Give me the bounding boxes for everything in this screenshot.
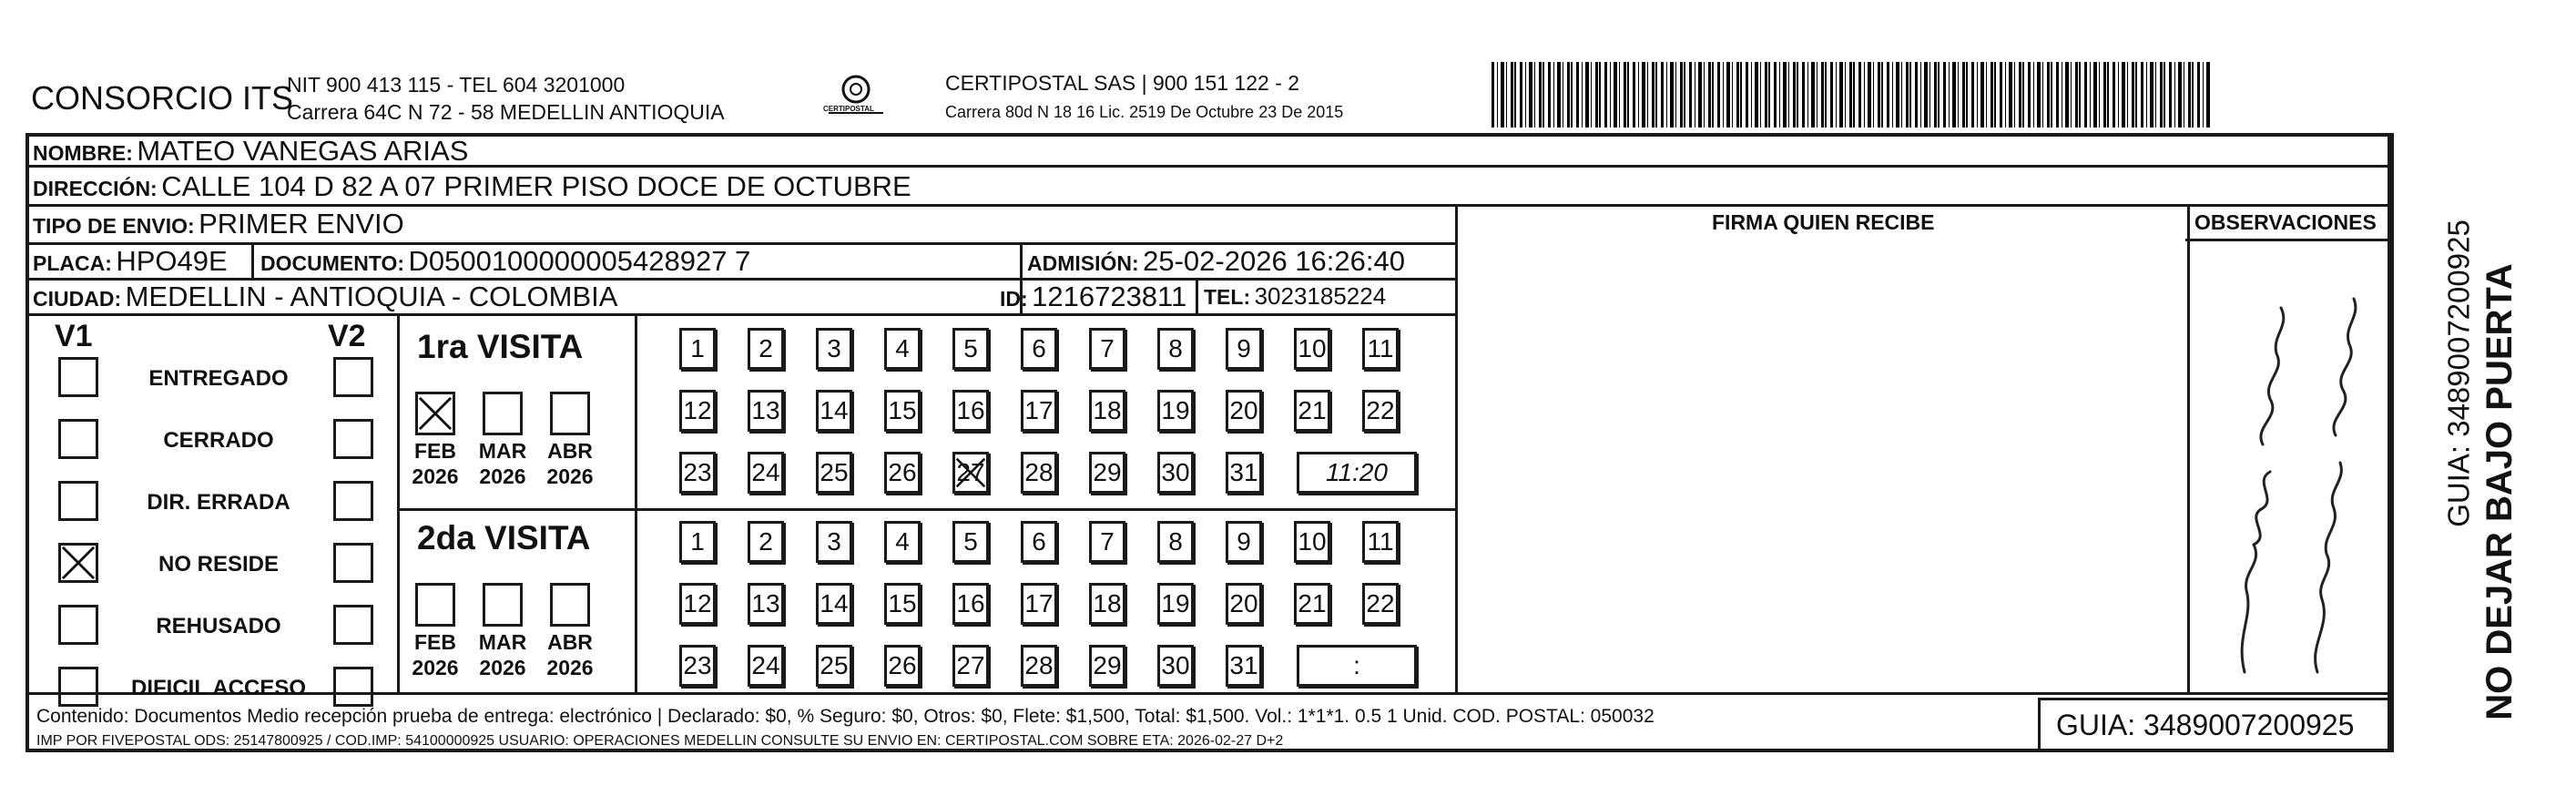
no-dejar-bajo-puerta: NO DEJAR BAJO PUERTA (2479, 263, 2520, 720)
barcode (1492, 62, 2211, 128)
day-box[interactable]: 16 (952, 583, 989, 625)
logo-text: CERTIPOSTAL (823, 105, 874, 113)
day-box[interactable]: 12 (679, 390, 716, 432)
tel-value: 3023185224 (1254, 282, 1387, 310)
month-checkbox[interactable] (550, 583, 590, 627)
day-box[interactable]: 30 (1157, 452, 1194, 494)
day-box[interactable]: 27 (952, 452, 989, 494)
month-label: ABR (547, 439, 593, 463)
day-box[interactable]: 12 (679, 583, 716, 625)
tel-row (1204, 284, 1386, 308)
placa-label: PLACA: (33, 251, 112, 275)
tipo-label: TIPO DE ENVIO: (33, 214, 195, 238)
status-option-label: REHUSADO (156, 614, 281, 638)
status-option-label: ENTREGADO (148, 366, 289, 391)
day-box[interactable]: 22 (1362, 583, 1399, 625)
day-box[interactable]: 6 (1021, 521, 1057, 563)
time-box[interactable]: 11:20 (1297, 452, 1417, 494)
day-box[interactable]: 4 (884, 328, 921, 370)
day-box[interactable]: 15 (884, 390, 921, 432)
v2-checkbox[interactable] (333, 543, 373, 583)
handwritten-observation (2190, 244, 2390, 692)
nombre-label: NOMBRE: (33, 141, 133, 165)
v2-checkbox[interactable] (333, 419, 373, 459)
nombre-value: MATEO VANEGAS ARIAS (137, 135, 469, 167)
second-visit-label: 2da VISITA (417, 519, 591, 556)
day-box[interactable]: 28 (1021, 452, 1057, 494)
documento-row (260, 247, 750, 275)
v2-label: V2 (328, 319, 366, 353)
month-checkbox[interactable] (415, 583, 455, 627)
tel-label: TEL: (1204, 285, 1251, 309)
day-box[interactable]: 6 (1021, 328, 1057, 370)
day-box[interactable]: 25 (816, 452, 852, 494)
day-box[interactable]: 7 (1089, 328, 1125, 370)
status-option-label: CERRADO (163, 428, 274, 453)
day-box[interactable]: 18 (1089, 390, 1125, 432)
status-option-label: NO RESIDE (158, 552, 280, 577)
day-box[interactable]: 31 (1226, 452, 1262, 494)
v2-checkbox[interactable] (333, 357, 373, 397)
admision-value: 25-02-2026 16:26:40 (1143, 245, 1405, 277)
direccion-label: DIRECCIÓN: (33, 177, 158, 200)
month-label: ABR (547, 630, 593, 654)
month-label: FEB (414, 630, 456, 654)
observaciones-label: OBSERVACIONES (2194, 210, 2377, 234)
month-year: 2026 (546, 656, 594, 679)
day-box[interactable]: 11 (1362, 521, 1399, 563)
placa-row (33, 247, 228, 275)
day-box[interactable]: 21 (1294, 390, 1330, 432)
day-box[interactable]: 13 (748, 583, 784, 625)
firma-label: FIRMA QUIEN RECIBE (1712, 210, 1935, 234)
day-box[interactable]: 30 (1157, 645, 1194, 687)
day-box[interactable]: 26 (884, 645, 921, 687)
ciudad-label: CIUDAD: (33, 287, 122, 311)
day-box[interactable]: 24 (748, 452, 784, 494)
certipostal-nit: CERTIPOSTAL SAS | 900 151 122 - 2 (945, 71, 1300, 95)
tipo-row (33, 209, 404, 238)
time-box[interactable]: : (1297, 645, 1417, 687)
day-box[interactable]: 19 (1157, 390, 1194, 432)
day-box[interactable]: 10 (1294, 328, 1330, 370)
day-box[interactable]: 25 (816, 645, 852, 687)
day-box[interactable]: 31 (1226, 645, 1262, 687)
company-nit: NIT 900 413 115 - TEL 604 3201000 (287, 73, 626, 97)
certipostal-logo (820, 71, 892, 126)
footer-line1: Contenido: Documentos Medio recepción prueba de entrega: electrónico | Declarado: $0, % Seguro: $0, Otros: $0, Flete: $1,500, Total: $1,500. Vol.: 1*1*1. 0.5 1 Unid. COD. POSTAL: 050032 (36, 706, 1655, 727)
day-box[interactable]: 11 (1362, 328, 1399, 370)
status-option-label: DIR. ERRADA (147, 490, 290, 515)
day-box[interactable]: 14 (816, 390, 852, 432)
day-box[interactable]: 24 (748, 645, 784, 687)
day-box[interactable]: 10 (1294, 521, 1330, 563)
day-box[interactable]: 14 (816, 583, 852, 625)
documento-label: DOCUMENTO: (260, 251, 405, 275)
v1-checkbox[interactable] (58, 419, 98, 459)
v1-checkbox[interactable] (58, 481, 98, 521)
day-box[interactable]: 9 (1226, 521, 1262, 563)
v1-label: V1 (55, 319, 93, 353)
v2-checkbox[interactable] (333, 667, 373, 707)
footer-line2: IMP POR FIVEPOSTAL ODS: 25147800925 / COD.IMP: 54100000925 USUARIO: OPERACIONES MEDELLIN CONSULTE SU ENVIO EN: CERTIPOSTAL.COM SOBRE ETA: 2026-02-27 D+2 (36, 733, 1284, 749)
day-box[interactable]: 22 (1362, 390, 1399, 432)
id-value: 1216723811 (1032, 281, 1187, 312)
id-row (1000, 282, 1186, 311)
month-checkbox[interactable] (415, 392, 455, 435)
day-box[interactable]: 20 (1226, 390, 1262, 432)
id-label: ID: (1000, 287, 1028, 311)
tipo-value: PRIMER ENVIO (199, 208, 404, 240)
day-box[interactable]: 1 (679, 521, 716, 563)
day-box[interactable]: 5 (952, 521, 989, 563)
day-box[interactable]: 26 (884, 452, 921, 494)
direccion-value: CALLE 104 D 82 A 07 PRIMER PISO DOCE DE OCTUBRE (161, 170, 911, 202)
direccion-row (33, 172, 911, 200)
day-box[interactable]: 2 (748, 328, 784, 370)
day-box[interactable]: 29 (1089, 645, 1125, 687)
company-address: Carrera 64C N 72 - 58 MEDELLIN ANTIOQUIA (287, 100, 725, 124)
month-year: 2026 (546, 464, 594, 488)
day-box[interactable]: 23 (679, 645, 716, 687)
day-box[interactable]: 20 (1226, 583, 1262, 625)
day-box[interactable]: 27 (952, 645, 989, 687)
day-box[interactable]: 23 (679, 452, 716, 494)
month-checkbox[interactable] (550, 392, 590, 435)
day-box[interactable]: 16 (952, 390, 989, 432)
admision-label: ADMISIÓN: (1027, 251, 1139, 275)
day-box[interactable]: 29 (1089, 452, 1125, 494)
day-box[interactable]: 15 (884, 583, 921, 625)
nombre-row (33, 137, 468, 165)
v2-checkbox[interactable] (333, 605, 373, 645)
v1-checkbox[interactable] (58, 605, 98, 645)
placa-value: HPO49E (116, 245, 228, 277)
v2-checkbox[interactable] (333, 481, 373, 521)
day-box[interactable]: 28 (1021, 645, 1057, 687)
day-box[interactable]: 3 (816, 521, 852, 563)
month-year: 2026 (479, 464, 526, 488)
day-box[interactable]: 8 (1157, 521, 1194, 563)
documento-value: D0500100000005428927 7 (408, 245, 751, 277)
ciudad-row (33, 282, 617, 311)
day-box[interactable]: 4 (884, 521, 921, 563)
admision-row (1027, 247, 1405, 275)
certipostal-address: Carrera 80d N 18 16 Lic. 2519 De Octubre 23 De 2015 (945, 103, 1344, 121)
month-label: MAR (478, 630, 527, 654)
day-box[interactable]: 1 (679, 328, 716, 370)
v1-checkbox[interactable] (58, 357, 98, 397)
v1-checkbox[interactable] (58, 543, 98, 583)
day-box[interactable]: 17 (1021, 390, 1057, 432)
day-box[interactable]: 5 (952, 328, 989, 370)
company-name: CONSORCIO ITS (31, 79, 294, 117)
day-box[interactable]: 17 (1021, 583, 1057, 625)
footer-guia: GUIA: 3489007200925 (2056, 709, 2355, 741)
day-box[interactable]: 13 (748, 390, 784, 432)
day-box[interactable]: 18 (1089, 583, 1125, 625)
first-visit-label: 1ra VISITA (417, 328, 584, 365)
day-box[interactable]: 19 (1157, 583, 1194, 625)
month-label: FEB (414, 439, 456, 463)
month-checkbox[interactable] (483, 583, 523, 627)
day-box[interactable]: 8 (1157, 328, 1194, 370)
month-year: 2026 (412, 464, 459, 488)
day-box[interactable]: 7 (1089, 521, 1125, 563)
day-box[interactable]: 9 (1226, 328, 1262, 370)
month-year: 2026 (412, 656, 459, 679)
day-box[interactable]: 3 (816, 328, 852, 370)
day-box[interactable]: 2 (748, 521, 784, 563)
month-year: 2026 (479, 656, 526, 679)
vertical-guia: GUIA: 3489007200925 (2441, 219, 2476, 527)
ciudad-value: MEDELLIN - ANTIOQUIA - COLOMBIA (125, 281, 618, 312)
month-checkbox[interactable] (483, 392, 523, 435)
month-label: MAR (478, 439, 527, 463)
signature-area (1459, 244, 2185, 692)
status-option-label: DIFICIL ACCESO (130, 676, 306, 700)
v1-checkbox[interactable] (58, 667, 98, 707)
day-box[interactable]: 21 (1294, 583, 1330, 625)
